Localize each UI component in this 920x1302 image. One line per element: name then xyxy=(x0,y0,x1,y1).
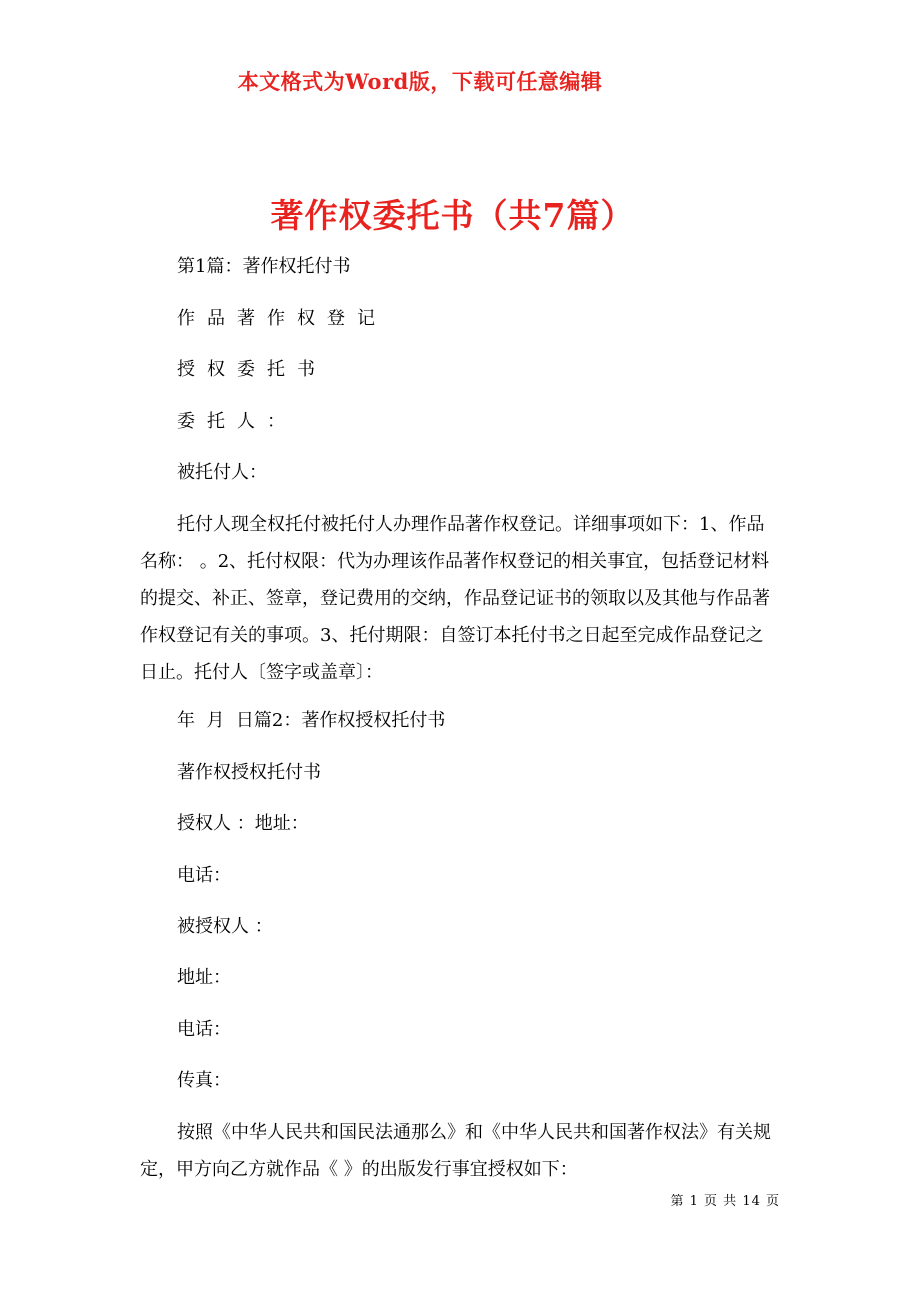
paragraph-line: 作权登记有关的事项。3、托付期限：自签订本托付书之日起至完成作品登记之 xyxy=(140,625,764,646)
address-label: 地址： xyxy=(177,967,231,988)
download-notice: 本文格式为Word版，下载可任意编辑 xyxy=(237,69,603,94)
license-paragraph xyxy=(140,1114,785,1188)
license-heading: 著作权授权托付书 xyxy=(177,762,321,783)
paragraph-line: 的提交、补正、签章，登记费用的交纳，作品登记证书的领取以及其他与作品著 xyxy=(140,588,770,609)
phone-label: 电话： xyxy=(177,865,231,886)
paragraph-line: 定，甲方向乙方就作品《 》的出版发行事宜授权如下： xyxy=(140,1159,578,1180)
part-1-heading: 第1篇：著作权托付书 xyxy=(177,256,351,277)
registration-heading: 作品著作权登记 xyxy=(177,308,387,329)
date-and-part-2-heading: 年 月 日篇2：著作权授权托付书 xyxy=(177,710,446,731)
agent-label: 被托付人： xyxy=(177,462,267,483)
page-number: 第 1 页 共 14 页 xyxy=(670,1194,780,1209)
phone-label-2: 电话： xyxy=(177,1019,231,1040)
paragraph-line: 名称： 。2、托付权限：代为办理该作品著作权登记的相关事宜，包括登记材料 xyxy=(140,551,770,572)
paragraph-line: 托付人现全权托付被托付人办理作品著作权登记。详细事项如下：1、作品 xyxy=(177,514,765,535)
licensor-address-label: 授权人 ：地址： xyxy=(177,813,309,834)
authorization-heading: 授权委托书 xyxy=(177,359,327,380)
document-title: 著作权委托书（共7篇） xyxy=(270,196,635,235)
licensee-label: 被授权人 ： xyxy=(177,916,273,937)
fax-label: 传真： xyxy=(177,1070,231,1091)
entrustment-paragraph xyxy=(140,506,785,691)
paragraph-line: 日止。托付人〔签字或盖章〕： xyxy=(140,662,383,683)
principal-label: 委托人： xyxy=(177,411,297,432)
paragraph-line: 按照《中华人民共和国民法通那么》和《中华人民共和国著作权法》有关规 xyxy=(177,1122,771,1143)
